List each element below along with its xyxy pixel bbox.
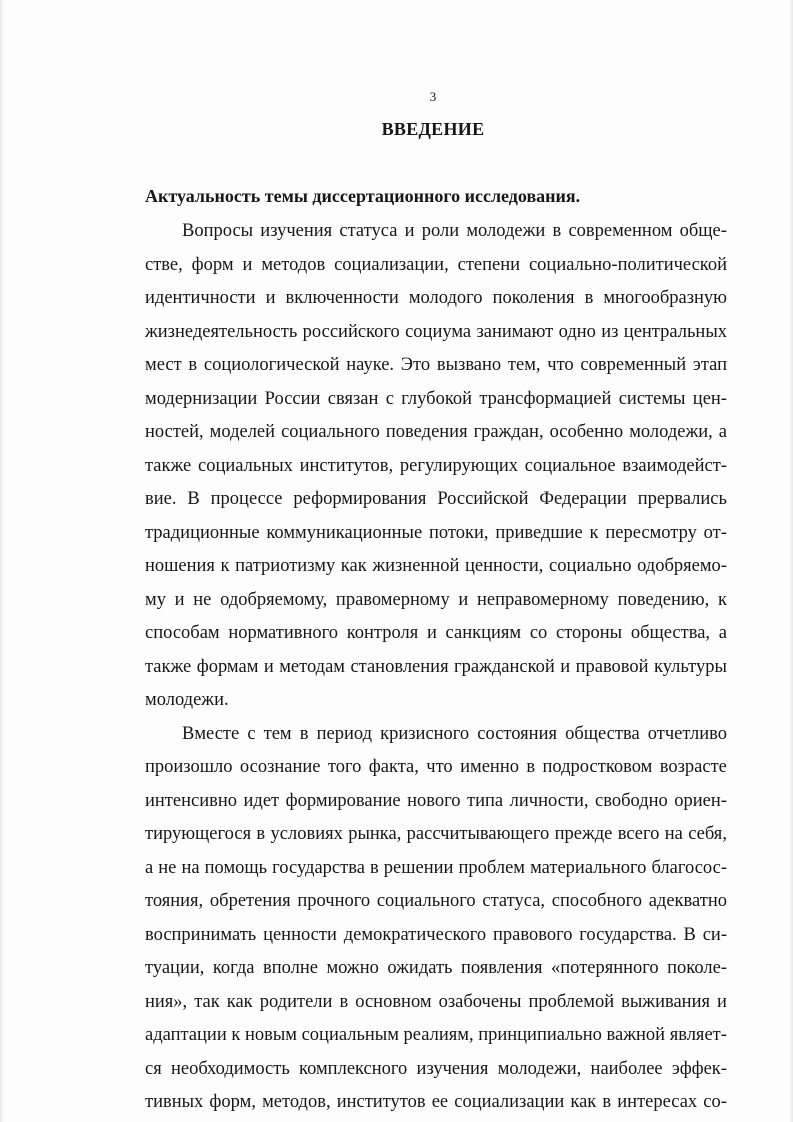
text-line: молодежи.	[145, 690, 229, 710]
text-line: также формам и методам становления гражданской и правовой культуры	[145, 656, 727, 677]
text-line: а не на помощь государства в решении проблем материального благосос-	[145, 857, 727, 878]
text-line: стве, форм и методов социализации, степени социально-политической	[145, 254, 727, 275]
text-line: также социальных институтов, регулирующих социальное взаимодейст-	[145, 455, 727, 476]
scan-edge-left	[0, 0, 3, 1122]
text-line: адаптации к новым социальным реалиям, принципиально важной являет-	[145, 1025, 727, 1045]
paragraphs-container	[145, 215, 727, 1120]
text-line: тояния, обретения прочного социального статуса, способного адекватно	[145, 891, 727, 911]
text-line: способам нормативного контроля и санкциям со стороны общества, а	[145, 623, 727, 643]
text-line: традиционные коммуникационные потоки, приведшие к пересмотру от-	[145, 522, 727, 543]
paragraph	[145, 215, 727, 718]
page-number: 3	[429, 89, 437, 104]
text-line: Вместе с тем в период кризисного состояния общества отчетливо	[182, 723, 727, 744]
text-line: туации, когда вполне можно ожидать появления «потерянного поколе-	[145, 958, 727, 978]
text-line: произошло осознание того факта, что именно в подростковом возрасте	[145, 757, 727, 777]
text-line: мест в социологической науке. Это вызвано тем, что современный этап	[145, 355, 727, 375]
text-line: Вопросы изучения статуса и роли молодежи в современном обще-	[182, 221, 727, 241]
text-line: вие. В процессе реформирования Российской Федерации прервались	[145, 489, 727, 509]
text-line: му и не одобряемому, правомерному и неправомерному поведению, к	[145, 589, 727, 610]
text-line: модернизации России связан с глубокой трансформацией системы цен-	[145, 388, 727, 409]
text-line: тивных форм, методов, институтов ее социализации как в интересах со-	[145, 1092, 727, 1112]
text-line: ношения к патриотизму как жизненной ценности, социально одобряемо-	[145, 556, 727, 576]
body-text	[145, 182, 727, 1120]
section-subheading: Актуальность темы диссертационного исследования.	[145, 186, 581, 206]
text-line: ностей, моделей социального поведения граждан, особенно молодежи, а	[145, 422, 727, 442]
text-line: идентичности и включенности молодого поколения в многообразную	[145, 288, 727, 308]
text-line: жизнедеятельность российского социума занимают одно из центральных	[145, 321, 727, 342]
text-line: воспринимать ценности демократического правового государства. В си-	[145, 924, 727, 945]
text-line: интенсивно идет формирование нового типа личности, свободно ориен-	[145, 790, 727, 811]
text-line: ния», так как родители в основном озабочены проблемой выживания и	[145, 991, 727, 1012]
text-line: тирующегося в условиях рынка, рассчитывающего прежде всего на себя,	[145, 824, 727, 844]
page-title: ВВЕДЕНИЕ	[381, 119, 485, 139]
text-line: ся необходимость комплексного изучения молодежи, наиболее эффек-	[145, 1058, 727, 1079]
paragraph	[145, 718, 727, 1120]
